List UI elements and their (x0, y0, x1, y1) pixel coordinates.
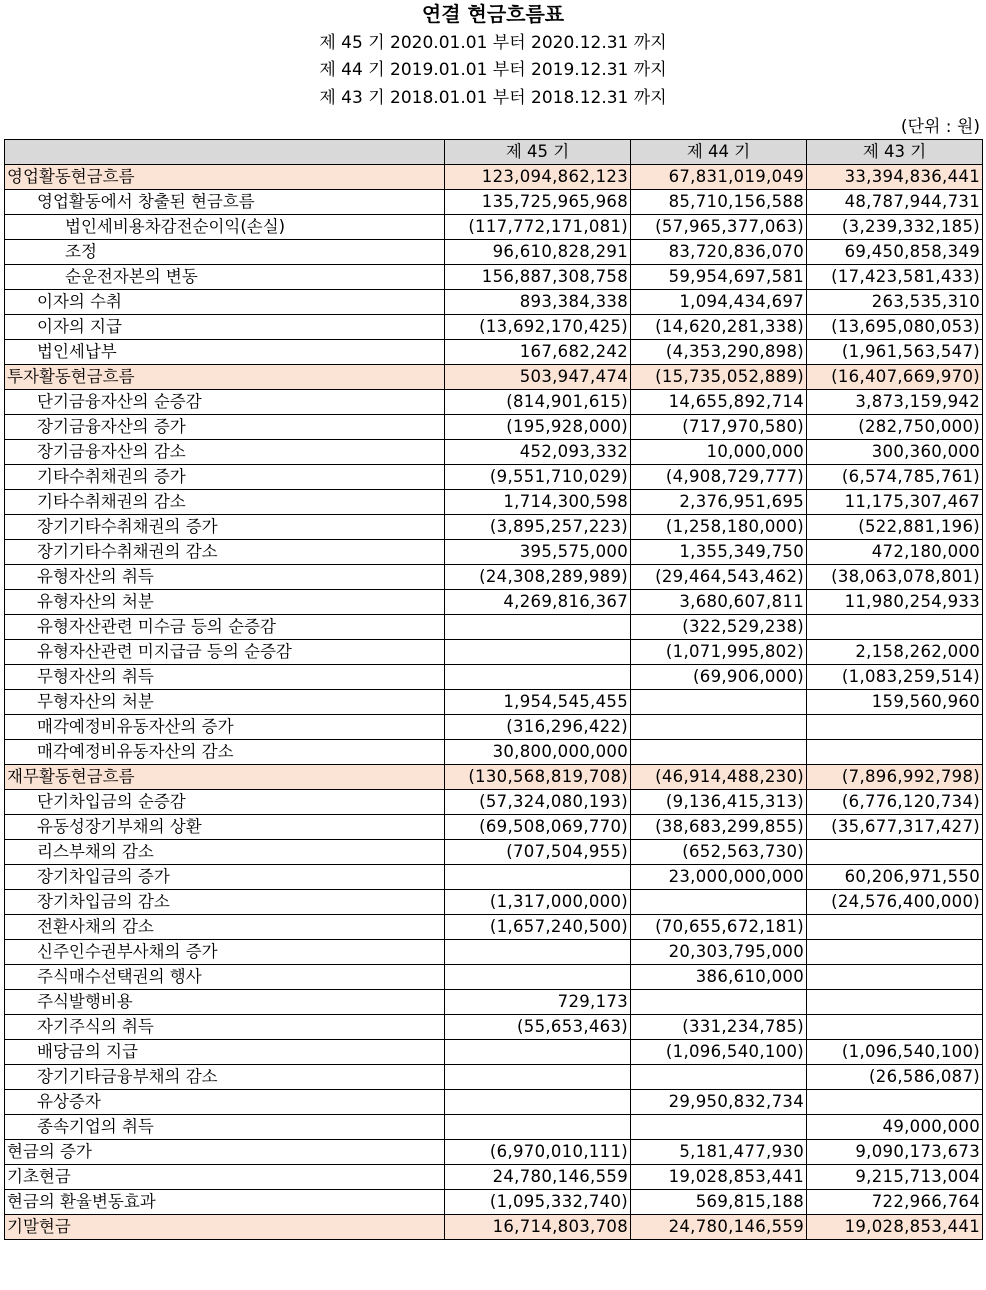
value-cell-43: 19,028,853,441 (807, 1215, 983, 1240)
value-cell-43 (807, 740, 983, 765)
table-row (5, 965, 983, 990)
value-cell-45 (445, 640, 631, 665)
value-cell-43: (24,576,400,000) (807, 890, 983, 915)
value-cell-45: (6,970,010,111) (445, 1140, 631, 1165)
value-cell-45: (707,504,955) (445, 840, 631, 865)
value-cell-44: 569,815,188 (631, 1190, 807, 1215)
table-row (5, 990, 983, 1015)
value-cell-43: (1,096,540,100) (807, 1040, 983, 1065)
value-cell-44: (652,563,730) (631, 840, 807, 865)
value-cell-43: 722,966,764 (807, 1190, 983, 1215)
row-label: 이자의 수취 (5, 290, 445, 315)
table-row (5, 865, 983, 890)
value-cell-43: 11,175,307,467 (807, 490, 983, 515)
value-cell-43: (35,677,317,427) (807, 815, 983, 840)
row-label: 현금의 증가 (5, 1140, 445, 1165)
value-cell-44: 10,000,000 (631, 440, 807, 465)
table-row (5, 915, 983, 940)
value-cell-43: (522,881,196) (807, 515, 983, 540)
value-cell-43: 472,180,000 (807, 540, 983, 565)
value-cell-45: (55,653,463) (445, 1015, 631, 1040)
value-cell-44: 1,355,349,750 (631, 540, 807, 565)
value-cell-44 (631, 690, 807, 715)
table-row (5, 840, 983, 865)
row-label: 재무활동현금흐름 (5, 765, 445, 790)
value-cell-43 (807, 840, 983, 865)
table-row (5, 515, 983, 540)
row-label: 법인세납부 (5, 340, 445, 365)
row-label: 전환사채의 감소 (5, 915, 445, 940)
table-row (5, 690, 983, 715)
value-cell-44: (4,353,290,898) (631, 340, 807, 365)
table-row (5, 440, 983, 465)
table-row (5, 940, 983, 965)
value-cell-43 (807, 1015, 983, 1040)
row-label: 장기차입금의 증가 (5, 865, 445, 890)
value-cell-45: 24,780,146,559 (445, 1165, 631, 1190)
header-col-43: 제 43 기 (807, 140, 983, 165)
value-cell-43 (807, 940, 983, 965)
value-cell-44: 19,028,853,441 (631, 1165, 807, 1190)
table-row (5, 340, 983, 365)
value-cell-45: (24,308,289,989) (445, 565, 631, 590)
value-cell-45 (445, 965, 631, 990)
table-row (5, 490, 983, 515)
row-label: 영업활동에서 창출된 현금흐름 (5, 190, 445, 215)
value-cell-45: 96,610,828,291 (445, 240, 631, 265)
value-cell-43: (1,961,563,547) (807, 340, 983, 365)
value-cell-44: (717,970,580) (631, 415, 807, 440)
value-cell-45: (130,568,819,708) (445, 765, 631, 790)
value-cell-44: 1,094,434,697 (631, 290, 807, 315)
value-cell-43: (17,423,581,433) (807, 265, 983, 290)
value-cell-43: 69,450,858,349 (807, 240, 983, 265)
table-row (5, 190, 983, 215)
value-cell-44: (14,620,281,338) (631, 315, 807, 340)
value-cell-44 (631, 990, 807, 1015)
table-row (5, 315, 983, 340)
value-cell-43 (807, 990, 983, 1015)
header-col-44: 제 44 기 (631, 140, 807, 165)
value-cell-45: 135,725,965,968 (445, 190, 631, 215)
value-cell-45: (316,296,422) (445, 715, 631, 740)
table-row (5, 465, 983, 490)
value-cell-43: (7,896,992,798) (807, 765, 983, 790)
row-label: 배당금의 지급 (5, 1040, 445, 1065)
header-col-45: 제 45 기 (445, 140, 631, 165)
value-cell-45 (445, 1040, 631, 1065)
value-cell-45: (814,901,615) (445, 390, 631, 415)
value-cell-45: (1,095,332,740) (445, 1190, 631, 1215)
table-row (5, 290, 983, 315)
value-cell-43: 300,360,000 (807, 440, 983, 465)
row-label: 법인세비용차감전순이익(손실) (5, 215, 445, 240)
table-row (5, 265, 983, 290)
value-cell-45: (117,772,171,081) (445, 215, 631, 240)
value-cell-45: 1,714,300,598 (445, 490, 631, 515)
value-cell-45: (13,692,170,425) (445, 315, 631, 340)
table-row (5, 1115, 983, 1140)
table-row (5, 1090, 983, 1115)
period-45: 제 45 기 2020.01.01 부터 2020.12.31 까지 (319, 33, 667, 53)
value-cell-45: 123,094,862,123 (445, 165, 631, 190)
value-cell-44: 3,680,607,811 (631, 590, 807, 615)
value-cell-44: (9,136,415,313) (631, 790, 807, 815)
value-cell-45: (1,317,000,000) (445, 890, 631, 915)
value-cell-44: (29,464,543,462) (631, 565, 807, 590)
value-cell-44: (1,071,995,802) (631, 640, 807, 665)
table-row (5, 1140, 983, 1165)
value-cell-44: 29,950,832,734 (631, 1090, 807, 1115)
value-cell-44: 83,720,836,070 (631, 240, 807, 265)
value-cell-43 (807, 1090, 983, 1115)
value-cell-45 (445, 1065, 631, 1090)
table-row (5, 240, 983, 265)
value-cell-44: (38,683,299,855) (631, 815, 807, 840)
row-label: 유형자산의 취득 (5, 565, 445, 590)
row-label: 영업활동현금흐름 (5, 165, 445, 190)
value-cell-44 (631, 890, 807, 915)
value-cell-43: (6,574,785,761) (807, 465, 983, 490)
value-cell-45: (1,657,240,500) (445, 915, 631, 940)
row-label: 종속기업의 취득 (5, 1115, 445, 1140)
table-row (5, 665, 983, 690)
row-label: 단기금융자산의 순증감 (5, 390, 445, 415)
value-cell-44: (15,735,052,889) (631, 365, 807, 390)
value-cell-43: 159,560,960 (807, 690, 983, 715)
table-row (5, 890, 983, 915)
value-cell-45: 4,269,816,367 (445, 590, 631, 615)
value-cell-45: 30,800,000,000 (445, 740, 631, 765)
row-label: 유형자산의 처분 (5, 590, 445, 615)
value-cell-44: (4,908,729,777) (631, 465, 807, 490)
row-label: 순운전자본의 변동 (5, 265, 445, 290)
row-label: 투자활동현금흐름 (5, 365, 445, 390)
value-cell-43: 33,394,836,441 (807, 165, 983, 190)
row-label: 주식발행비용 (5, 990, 445, 1015)
row-label: 장기금융자산의 감소 (5, 440, 445, 465)
value-cell-43: (26,586,087) (807, 1065, 983, 1090)
value-cell-45: 16,714,803,708 (445, 1215, 631, 1240)
value-cell-43: 60,206,971,550 (807, 865, 983, 890)
value-cell-43: 3,873,159,942 (807, 390, 983, 415)
section-row (5, 365, 983, 390)
row-label: 단기차입금의 순증감 (5, 790, 445, 815)
period-43: 제 43 기 2018.01.01 부터 2018.12.31 까지 (319, 88, 667, 108)
value-cell-43: (6,776,120,734) (807, 790, 983, 815)
table-row (5, 740, 983, 765)
value-cell-45: (57,324,080,193) (445, 790, 631, 815)
value-cell-45: 893,384,338 (445, 290, 631, 315)
value-cell-43: (16,407,669,970) (807, 365, 983, 390)
value-cell-44: 24,780,146,559 (631, 1215, 807, 1240)
value-cell-44: 85,710,156,588 (631, 190, 807, 215)
table-row (5, 1015, 983, 1040)
table-row (5, 640, 983, 665)
value-cell-45 (445, 1115, 631, 1140)
value-cell-43: (282,750,000) (807, 415, 983, 440)
section-row (5, 165, 983, 190)
value-cell-45: 1,954,545,455 (445, 690, 631, 715)
value-cell-44 (631, 740, 807, 765)
statement-title: 연결 현금흐름표 (421, 2, 565, 26)
value-cell-44: (69,906,000) (631, 665, 807, 690)
value-cell-43: 263,535,310 (807, 290, 983, 315)
table-row (5, 215, 983, 240)
table-row (5, 540, 983, 565)
section-row (5, 765, 983, 790)
table-row (5, 565, 983, 590)
value-cell-45 (445, 615, 631, 640)
value-cell-45: 452,093,332 (445, 440, 631, 465)
value-cell-44: 20,303,795,000 (631, 940, 807, 965)
table-row (5, 415, 983, 440)
row-label: 기타수취채권의 감소 (5, 490, 445, 515)
value-cell-43: 9,090,173,673 (807, 1140, 983, 1165)
table-body (5, 165, 983, 1240)
value-cell-43: 49,000,000 (807, 1115, 983, 1140)
table-row (5, 790, 983, 815)
value-cell-44: (331,234,785) (631, 1015, 807, 1040)
value-cell-45: (9,551,710,029) (445, 465, 631, 490)
row-label: 기초현금 (5, 1165, 445, 1190)
row-label: 장기금융자산의 증가 (5, 415, 445, 440)
value-cell-44: (1,258,180,000) (631, 515, 807, 540)
table-row (5, 1165, 983, 1190)
value-cell-45 (445, 940, 631, 965)
value-cell-43: 9,215,713,004 (807, 1165, 983, 1190)
row-label: 매각예정비유동자산의 감소 (5, 740, 445, 765)
header-label-col (5, 140, 445, 165)
value-cell-45 (445, 1090, 631, 1115)
table-row (5, 815, 983, 840)
value-cell-43 (807, 965, 983, 990)
row-label: 장기기타수취채권의 증가 (5, 515, 445, 540)
value-cell-44: 67,831,019,049 (631, 165, 807, 190)
value-cell-44: 23,000,000,000 (631, 865, 807, 890)
table-row (5, 1190, 983, 1215)
row-label: 유상증자 (5, 1090, 445, 1115)
row-label: 주식매수선택권의 행사 (5, 965, 445, 990)
value-cell-43 (807, 615, 983, 640)
table-row (5, 1040, 983, 1065)
row-label: 무형자산의 처분 (5, 690, 445, 715)
value-cell-44: (57,965,377,063) (631, 215, 807, 240)
row-label: 매각예정비유동자산의 증가 (5, 715, 445, 740)
value-cell-43: 2,158,262,000 (807, 640, 983, 665)
row-label: 유형자산관련 미수금 등의 순증감 (5, 615, 445, 640)
unit-label: (단위 : 원) (900, 117, 980, 137)
value-cell-44 (631, 1115, 807, 1140)
value-cell-43: 48,787,944,731 (807, 190, 983, 215)
value-cell-44: (70,655,672,181) (631, 915, 807, 940)
row-label: 이자의 지급 (5, 315, 445, 340)
table-row (5, 715, 983, 740)
value-cell-45: (195,928,000) (445, 415, 631, 440)
value-cell-45 (445, 665, 631, 690)
value-cell-44: (1,096,540,100) (631, 1040, 807, 1065)
row-label: 유형자산관련 미지급금 등의 순증감 (5, 640, 445, 665)
value-cell-44 (631, 1065, 807, 1090)
row-label: 현금의 환율변동효과 (5, 1190, 445, 1215)
cash-flow-table (4, 139, 983, 1240)
value-cell-43: (38,063,078,801) (807, 565, 983, 590)
value-cell-44: 5,181,477,930 (631, 1140, 807, 1165)
table-row (5, 615, 983, 640)
table-header-row (5, 140, 983, 165)
row-label: 무형자산의 취득 (5, 665, 445, 690)
row-label: 조정 (5, 240, 445, 265)
section-row (5, 1215, 983, 1240)
value-cell-45: 156,887,308,758 (445, 265, 631, 290)
value-cell-45: (3,895,257,223) (445, 515, 631, 540)
value-cell-44: 2,376,951,695 (631, 490, 807, 515)
value-cell-45 (445, 865, 631, 890)
value-cell-44: 59,954,697,581 (631, 265, 807, 290)
value-cell-43: 11,980,254,933 (807, 590, 983, 615)
row-label: 기말현금 (5, 1215, 445, 1240)
row-label: 신주인수권부사채의 증가 (5, 940, 445, 965)
table-row (5, 590, 983, 615)
value-cell-45: 395,575,000 (445, 540, 631, 565)
row-label: 장기기타수취채권의 감소 (5, 540, 445, 565)
value-cell-44: (322,529,238) (631, 615, 807, 640)
value-cell-45: 503,947,474 (445, 365, 631, 390)
row-label: 리스부채의 감소 (5, 840, 445, 865)
value-cell-45: (69,508,069,770) (445, 815, 631, 840)
table-row (5, 390, 983, 415)
value-cell-43: (13,695,080,053) (807, 315, 983, 340)
row-label: 장기차입금의 감소 (5, 890, 445, 915)
value-cell-43: (3,239,332,185) (807, 215, 983, 240)
value-cell-43: (1,083,259,514) (807, 665, 983, 690)
table-row (5, 1065, 983, 1090)
row-label: 유동성장기부채의 상환 (5, 815, 445, 840)
row-label: 기타수취채권의 증가 (5, 465, 445, 490)
value-cell-43 (807, 915, 983, 940)
value-cell-45: 167,682,242 (445, 340, 631, 365)
value-cell-44: (46,914,488,230) (631, 765, 807, 790)
row-label: 장기기타금융부채의 감소 (5, 1065, 445, 1090)
value-cell-45: 729,173 (445, 990, 631, 1015)
value-cell-44 (631, 715, 807, 740)
value-cell-44: 386,610,000 (631, 965, 807, 990)
period-44: 제 44 기 2019.01.01 부터 2019.12.31 까지 (319, 60, 667, 80)
row-label: 자기주식의 취득 (5, 1015, 445, 1040)
value-cell-44: 14,655,892,714 (631, 390, 807, 415)
value-cell-43 (807, 715, 983, 740)
